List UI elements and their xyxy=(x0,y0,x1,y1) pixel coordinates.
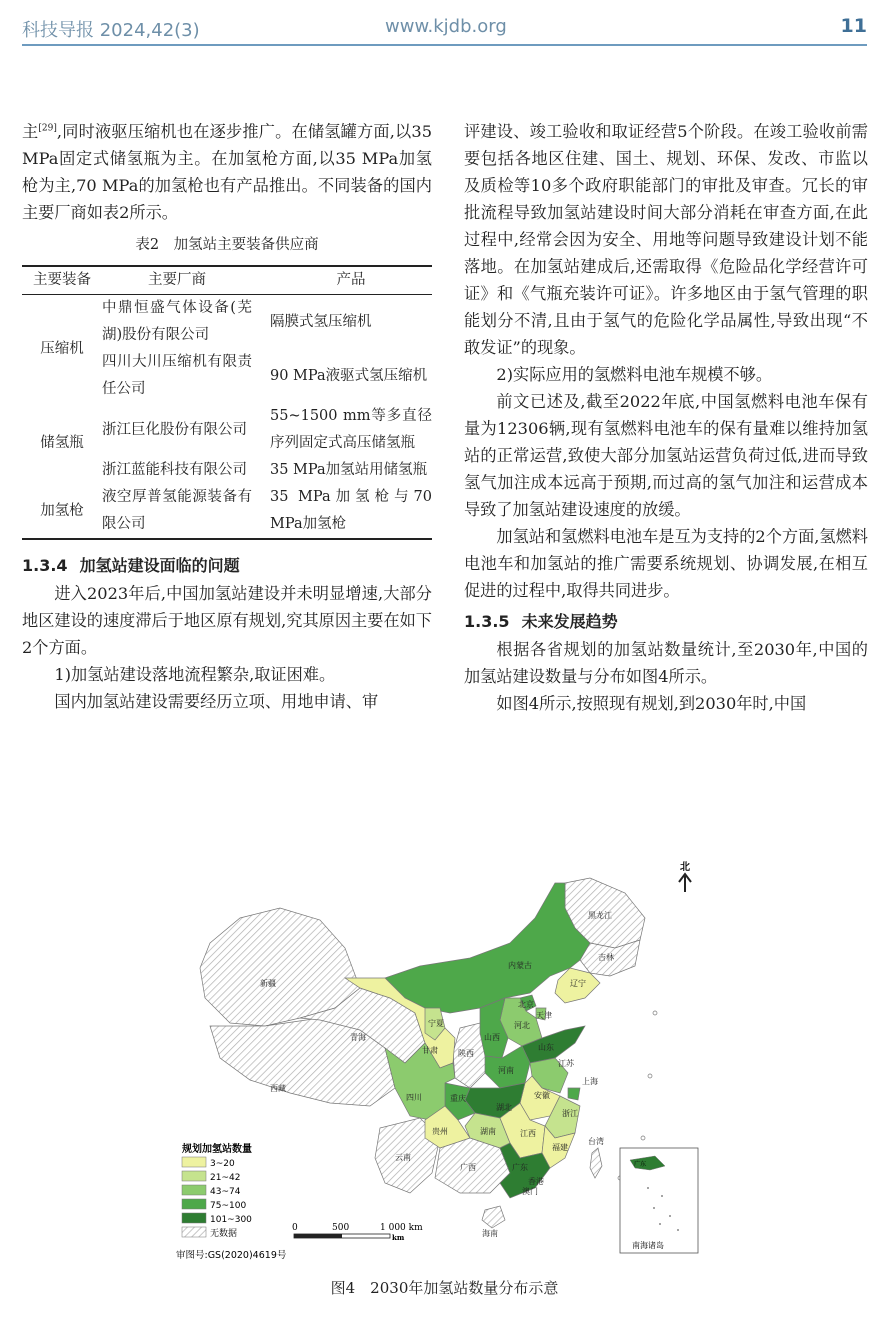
table-header: 主要厂商 xyxy=(102,266,270,295)
journal-website[interactable]: www.kjdb.org xyxy=(385,16,507,37)
citation-ref[interactable]: [29] xyxy=(38,123,57,134)
left-column xyxy=(22,118,432,715)
section-heading: 1.3.5 未来发展趋势 xyxy=(464,612,618,631)
north-arrow-icon xyxy=(679,861,691,892)
province-label: 湖北 xyxy=(496,1103,512,1112)
province-label: 陕西 xyxy=(458,1049,474,1058)
section-heading: 1.3.4 加氢站建设面临的问题 xyxy=(22,556,240,575)
table-cell-product: 35 MPa加氢枪与70 MPa加氢枪 xyxy=(270,484,432,539)
province-label: 宁夏 xyxy=(428,1019,444,1028)
china-map-figure xyxy=(170,848,710,1263)
province-label: 吉林 xyxy=(598,953,614,962)
table-header: 产品 xyxy=(270,266,432,295)
province-label: 河北 xyxy=(514,1021,530,1030)
table-caption: 表2 加氢站主要装备供应商 xyxy=(135,237,319,253)
province-label: 浙江 xyxy=(562,1109,578,1118)
figure-caption: 图4 2030年加氢站数量分布示意 xyxy=(330,1279,559,1297)
paragraph: 评建设、竣工验收和取证经营5个阶段。在竣工验收前需要包括各地区住建、国土、规划、环保、发改、市监以及质检等10多个政府职能部门的审批及审查。冗长的审批流程导致加氢站建设时间大部分消耗在审查方面,在此过程中,经常会因为安全、用地等问题导致建设计划不能落地。在加氢站建成后,还需取得《危险品化学经营许可证》和《气瓶充装许可证》。许多地区由于氢气管理的职能划分不清,且由于氢气的危险化学品属性,导致出现“不敢发证”的现象。 xyxy=(464,122,868,357)
table-cell-product: 90 MPa液驱式氢压缩机 xyxy=(270,367,428,384)
table-cell-maker: 中鼎恒盛气体设备(芜湖)股份有限公司 xyxy=(102,300,252,343)
equipment-table xyxy=(22,265,432,540)
province-label: 台湾 xyxy=(588,1137,604,1146)
paragraph: 根据各省规划的加氢站数量统计,至2030年,中国的加氢站建设数量与分布如图4所示。 xyxy=(464,640,868,686)
province-label: 福建 xyxy=(552,1143,568,1152)
svg-text:北: 北 xyxy=(680,862,690,873)
paragraph: 国内加氢站建设需要经历立项、用地申请、审 xyxy=(54,692,379,711)
legend-label: 43~74 xyxy=(210,1187,241,1197)
province-label: 西藏 xyxy=(270,1084,286,1093)
legend-label: 3~20 xyxy=(210,1159,235,1169)
scale-label: 1 000 km xyxy=(380,1223,423,1233)
china-map xyxy=(170,848,710,1263)
table-header-row xyxy=(22,266,432,295)
map-region-taiwan xyxy=(590,1148,602,1178)
table-cell-product: 隔膜式氢压缩机 xyxy=(270,313,372,330)
province-label: 江苏 xyxy=(558,1059,574,1068)
header-divider xyxy=(22,44,867,46)
province-label: 辽宁 xyxy=(570,979,586,988)
table-cell-maker: 四川大川压缩机有限责任公司 xyxy=(102,354,252,397)
legend-label: 无数据 xyxy=(210,1229,238,1239)
map-region-hainan xyxy=(482,1206,505,1228)
table-cell-maker: 浙江蓝能科技有限公司 xyxy=(102,462,247,478)
province-label: 江西 xyxy=(520,1129,536,1138)
province-label: 香港 xyxy=(528,1177,544,1186)
province-label: 广东 xyxy=(512,1163,528,1172)
list-item: 1)加氢站建设落地流程繁杂,取证困难。 xyxy=(54,665,336,684)
table-header: 主要装备 xyxy=(22,266,102,295)
table-cell-product: 35 MPa加氢站用储氢瓶 xyxy=(270,462,428,478)
page-number: 11 xyxy=(840,15,867,37)
table-cell-maker: 浙江巨化股份有限公司 xyxy=(102,421,247,438)
province-label: 北京 xyxy=(518,1000,534,1009)
paragraph: 主[29],同时液驱压缩机也在逐步推广。在储氢罐方面,以35 MPa固定式储氢瓶为主。在加氢枪方面,以35 MPa加氢枪为主,70 MPa的加氢枪也有产品推出。不同装备的国内主要厂商如表2所示。 xyxy=(22,122,432,222)
right-column xyxy=(464,118,868,717)
province-label: 海南 xyxy=(482,1229,498,1238)
province-label: 新疆 xyxy=(260,979,276,988)
paragraph: 前文已述及,截至2022年底,中国氢燃料电池车保有量为12306辆,现有氢燃料电池车的保有量难以维持加氢站的正常运营,致使大部分加氢站运营负荷过低,进而导致氢气加注成本远高于预期,而过高的氢气加注和运营成本导致了加氢站建设速度的放缓。 xyxy=(464,392,868,519)
table-cell-equip: 储氢瓶 xyxy=(40,435,84,451)
province-label: 甘肃 xyxy=(422,1046,438,1055)
scale-label: 500 xyxy=(332,1223,350,1233)
province-label: 天津 xyxy=(536,1011,552,1020)
province-label: 贵州 xyxy=(432,1127,448,1136)
map-legend xyxy=(176,1142,287,1261)
province-label: 山西 xyxy=(484,1033,500,1042)
svg-text:广东: 广东 xyxy=(634,1161,647,1168)
journal-name: 科技导报 2024,42(3) xyxy=(22,20,200,41)
province-label: 上海 xyxy=(582,1077,598,1086)
province-label: 澳门 xyxy=(522,1187,538,1196)
province-label: 湖南 xyxy=(480,1127,496,1136)
province-label: 四川 xyxy=(406,1093,422,1102)
south-china-sea-inset xyxy=(620,1148,698,1253)
province-label: 安徽 xyxy=(534,1091,550,1100)
province-label: 内蒙古 xyxy=(508,961,532,970)
province-label: 黑龙江 xyxy=(588,911,612,920)
table-cell-equip: 压缩机 xyxy=(40,340,84,357)
table-cell-maker: 液空厚普氢能源装备有限公司 xyxy=(102,484,270,539)
legend-label: 101~300 xyxy=(210,1215,252,1225)
table-row xyxy=(22,484,432,539)
table-cell-equip: 加氢枪 xyxy=(22,484,102,539)
map-review-number: 审图号:GS(2020)4619号 xyxy=(176,1250,287,1261)
scale-label: 0 xyxy=(292,1223,298,1233)
province-label: 广西 xyxy=(460,1163,476,1172)
province-label: 青海 xyxy=(350,1033,366,1042)
inset-label: 南海诸岛 xyxy=(632,1241,664,1250)
scale-unit: km xyxy=(392,1233,405,1242)
list-item: 2)实际应用的氢燃料电池车规模不够。 xyxy=(496,365,773,384)
province-label: 重庆 xyxy=(450,1094,466,1103)
paragraph: 如图4所示,按照现有规划,到2030年时,中国 xyxy=(496,694,807,713)
province-label: 云南 xyxy=(395,1153,411,1162)
table-row xyxy=(22,295,432,350)
legend-label: 21~42 xyxy=(210,1173,241,1183)
legend-label: 75~100 xyxy=(210,1201,247,1211)
scale-bar xyxy=(292,1223,423,1242)
table-cell-product: 55~1500 mm等多直径序列固定式高压储氢瓶 xyxy=(270,408,432,451)
province-label: 山东 xyxy=(538,1043,554,1052)
legend-title: 规划加氢站数量 xyxy=(182,1144,252,1155)
page-header xyxy=(0,0,889,46)
province-label: 河南 xyxy=(498,1066,514,1075)
table-row xyxy=(22,403,432,457)
paragraph: 进入2023年后,中国加氢站建设并未明显增速,大部分地区建设的速度滞后于地区原有规划,究其原因主要在如下2个方面。 xyxy=(22,584,432,657)
paragraph: 加氢站和氢燃料电池车是互为支持的2个方面,氢燃料电池车和加氢站的推广需要系统规划、协调发展,在相互促进的过程中,取得共同进步。 xyxy=(464,527,868,600)
map-region-shanghai xyxy=(568,1088,580,1100)
